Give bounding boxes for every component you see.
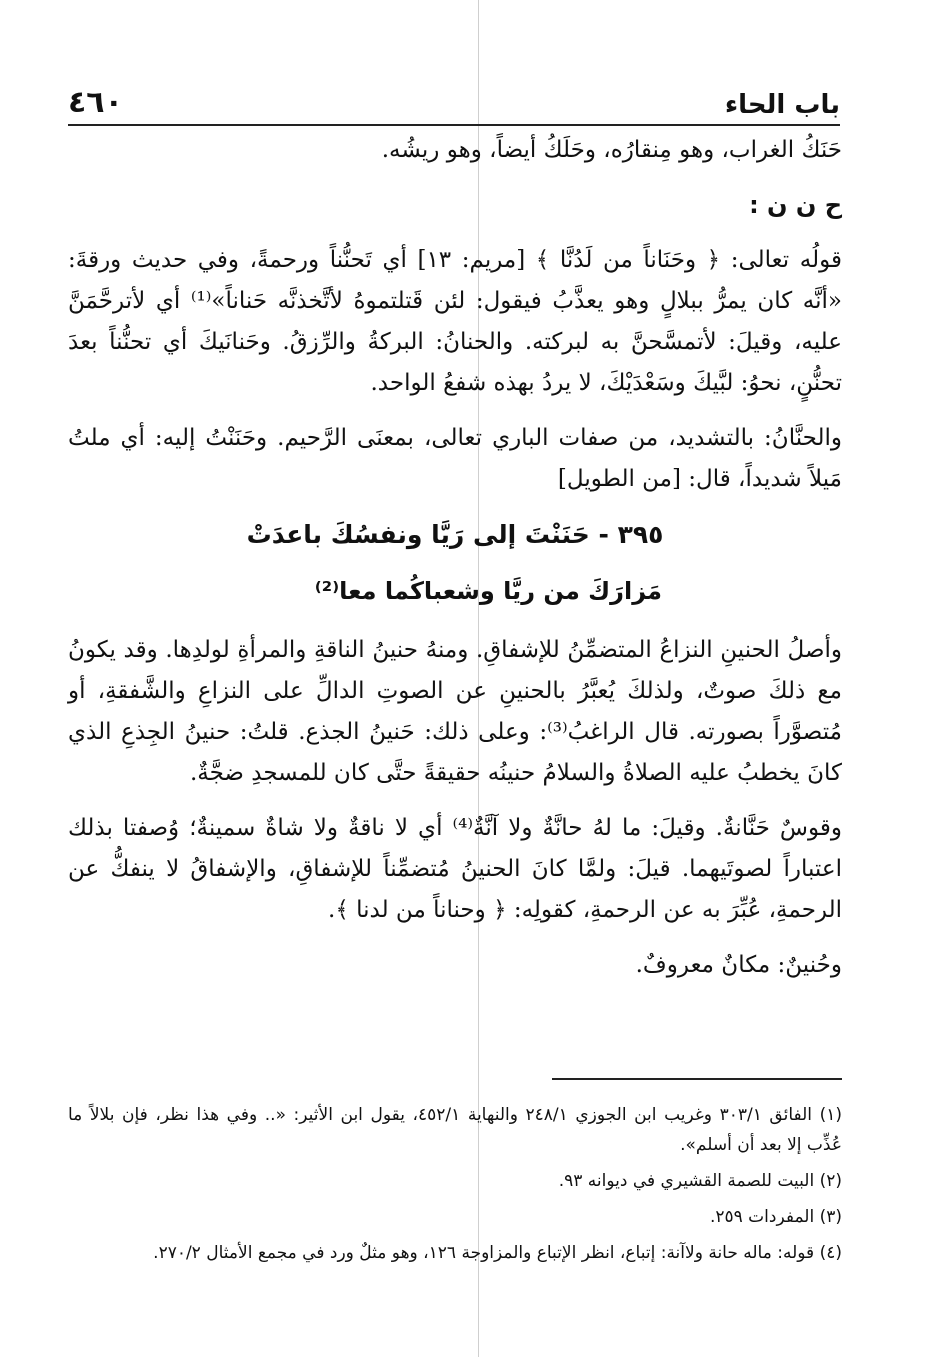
root-heading: ح ن ن :	[749, 191, 842, 219]
page-number: ٤٦٠	[68, 85, 123, 120]
paragraph-quran: قولُه تعالى: ﴿ وحَنَاناً من لَدُنَّا ﴾ [مريم: ١٣] أي تَحنُّناً ورحمةً، وفي حديث ورقةَ: «أنَّه كان يمرُّ ببلالٍ وهو يعذَّبُ فيقول: لئن قَتلتموهُ لأتَّخذنَّه حَناناً»⁽¹⁾ أي لأترحَّمَنَّ عليه، وقيلَ: لأتمسَّحنَّ به لبركته. والحنانُ: البركةُ والرِّزقُ. وحَنانَيكَ أي تحنُّناً بعدَ تحنُّنٍ، نحوُ: لبَّيكَ وسَعْدَيْكَ، لا يردُ بهذه شفعُ الواحد.	[68, 247, 842, 396]
header-rule	[68, 124, 840, 126]
footnote-2: (٢) البيت للصمة القشيري في ديوانه ٩٣.	[558, 1171, 842, 1191]
main-text	[68, 130, 842, 1000]
footnote-rule	[552, 1078, 842, 1080]
verse-line-2: مَزارَكَ من ريَّا وشعباكُما معا⁽²⁾	[314, 577, 662, 605]
paragraph-haneen: وأصلُ الحنينِ النزاعُ المتضمِّنُ للإشفاقِ. ومنهُ حنينُ الناقةِ والمرأةِ لولدِها. وقد يكونُ مع ذلكَ صوتٌ، ولذلكَ يُعبَّرُ بالحنينِ عن الصوتِ الدالِّ على النزاعِ والشَّفقةِ، أو مُتصوَّراً بصورته. قال الراغبُ⁽³⁾: وعلى ذلك: حَنينُ الجذع. قلتُ: حنينُ الجِذعِ الذي كانَ يخطبُ عليه الصلاةُ والسلامُ حنينُه حقيقةً حتَّى كان للمسجدِ ضجَّةٌ.	[68, 637, 842, 786]
paragraph-qaws: وقوسٌ حَنَّانةٌ. وقيلَ: ما لهُ حانَّةٌ ولا آنَّةٌ⁽⁴⁾ أي لا ناقةٌ ولا شاةٌ سمينةٌ؛ وُصفتا بذلك اعتباراً لصوتَيهما. قيلَ: ولمَّا كانَ الحنينُ مُتضمِّناً للإشفاقِ، والإشفاقُ لا ينفكُّ عن الرحمةِ، عُبِّرَ به عن الرحمةِ، كقولِه: ﴿ وحناناً من لدنا ﴾.	[68, 815, 842, 923]
footnotes	[68, 1100, 842, 1274]
footnote-4: (٤) قوله: ماله حانة ولاآنة: إتباع، انظر الإتباع والمزاوجة ١٢٦، وهو مثلٌ ورد في مجمع الأمثال ٢٧٠/٢.	[153, 1243, 842, 1263]
page-header	[68, 80, 840, 120]
footnote-3: (٣) المفردات ٢٥٩.	[709, 1207, 842, 1227]
paragraph-hunayn: وحُنينٌ: مكانٌ معروفٌ.	[635, 952, 842, 978]
chapter-title: باب الحاء	[724, 90, 840, 120]
verse-line-1: ٣٩٥ - حَنَنْتَ إلى رَيَّا ونفسُكَ باعدَتْ	[246, 520, 664, 549]
paragraph-hannan: والحنَّانُ: بالتشديد، من صفات الباري تعالى، بمعنَى الرَّحيم. وحَنَنْتُ إليه: أي ملتُ مَيلاً شديداً، قال: [من الطويل]	[68, 425, 842, 492]
paragraph-intro: حَنَكُ الغراب، وهو مِنقارُه، وحَلَكُ أيضاً، وهو ريشُه.	[381, 137, 842, 163]
footnote-1: (١) الفائق ٣٠٣/١ وغريب ابن الجوزي ٢٤٨/١ والنهاية ٤٥٢/١، يقول ابن الأثير: «.. وفي هذا نظر، فإن بلالاً ما عُذِّب إلا بعد أن أسلم».	[68, 1105, 842, 1155]
